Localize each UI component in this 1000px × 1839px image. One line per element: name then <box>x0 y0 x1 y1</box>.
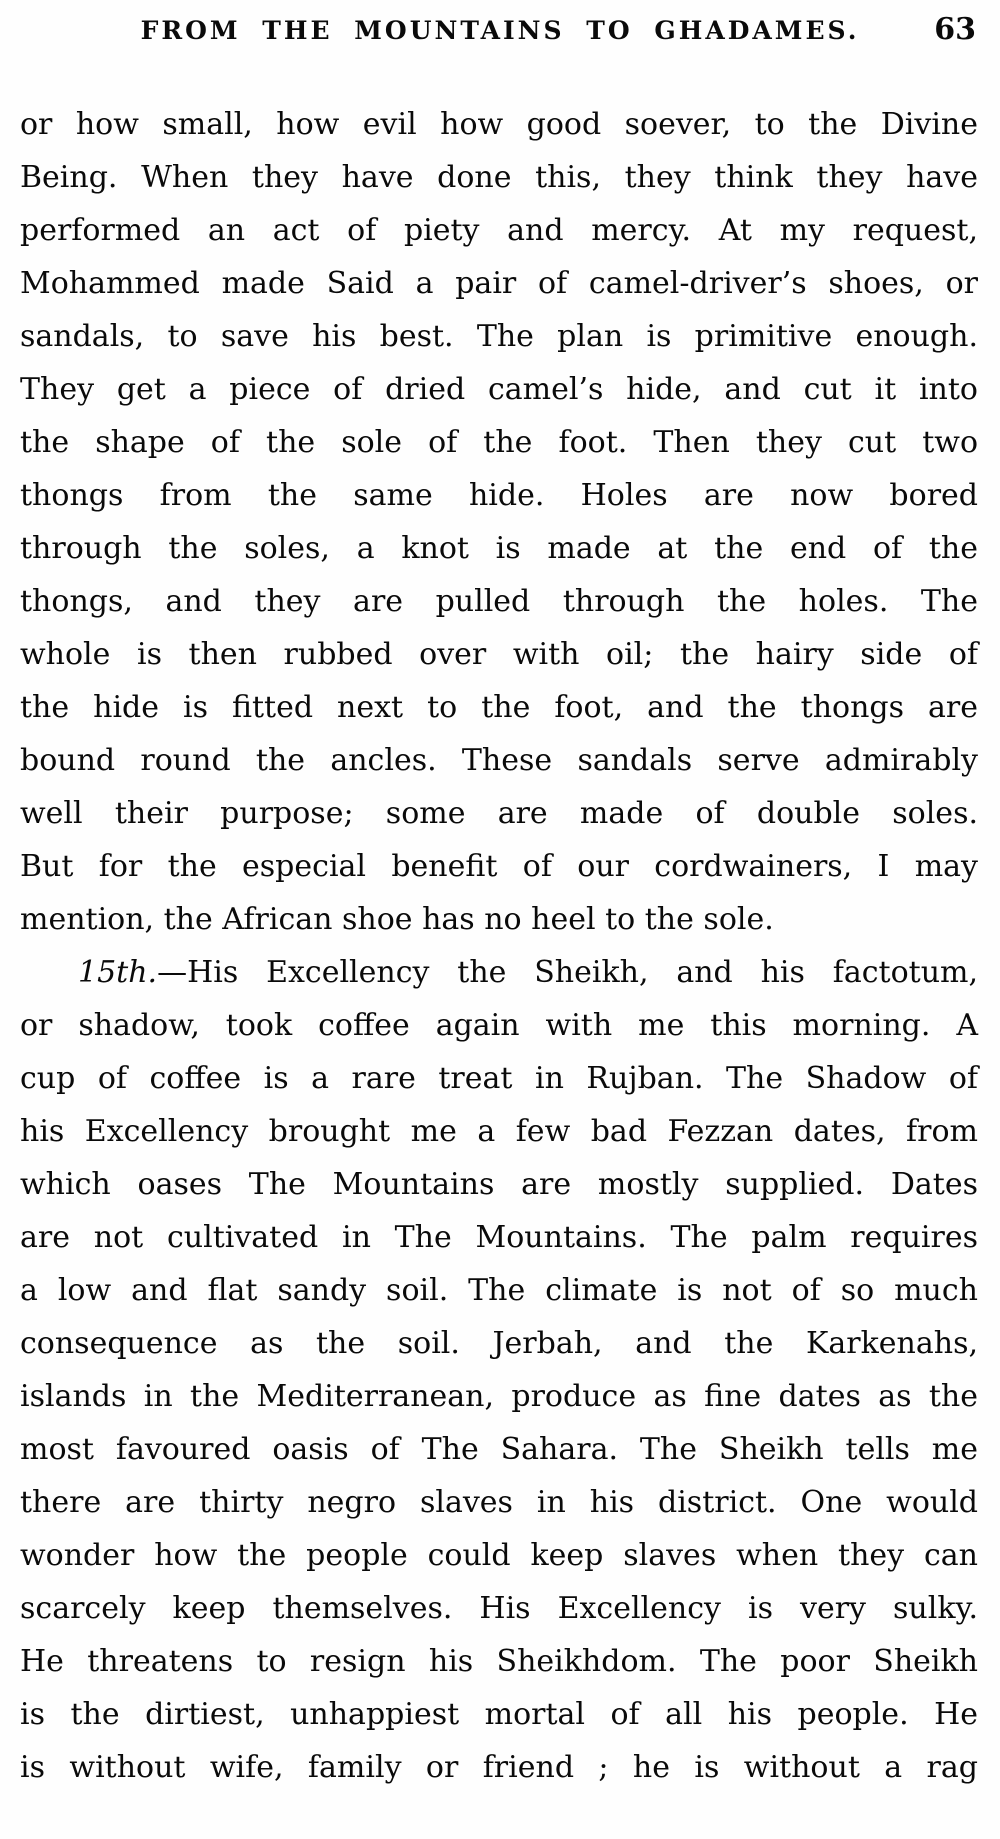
header-title: FROM THE MOUNTAINS TO GHADAMES. <box>140 16 860 45</box>
body-line-rest: —His Excellency the Sheikh, and his factotum, <box>157 955 978 990</box>
body-line-paragraph-start <box>20 946 978 999</box>
body-line: bound round the ancles. These sandals serve admirably <box>20 743 978 778</box>
body-line: which oases The Mountains are mostly supplied. Dates <box>20 1167 978 1202</box>
body-line: the shape of the sole of the foot. Then they cut two <box>20 425 978 460</box>
body-line: there are thirty negro slaves in his district. One would <box>20 1485 978 1520</box>
body-line: They get a piece of dried camel’s hide, and cut it into <box>20 372 978 407</box>
body-line: his Excellency brought me a few bad Fezzan dates, from <box>20 1114 978 1149</box>
body-text <box>0 98 1000 1794</box>
body-line: Being. When they have done this, they think they have <box>20 160 978 195</box>
body-line: are not cultivated in The Mountains. The palm requires <box>20 1220 978 1255</box>
running-header <box>0 0 1000 62</box>
body-line: the hide is fitted next to the foot, and the thongs are <box>20 690 978 725</box>
body-line: sandals, to save his best. The plan is primitive enough. <box>20 319 978 354</box>
body-line: most favoured oasis of The Sahara. The Sheikh tells me <box>20 1432 978 1467</box>
body-line: consequence as the soil. Jerbah, and the Karkenahs, <box>20 1326 978 1361</box>
body-line: performed an act of piety and mercy. At my request, <box>20 213 978 248</box>
body-line: Mohammed made Said a pair of camel-driver’s shoes, or <box>20 266 978 301</box>
body-line: or shadow, took coffee again with me this morning. A <box>20 1008 978 1043</box>
body-line: thongs from the same hide. Holes are now bored <box>20 478 978 513</box>
body-line: is the dirtiest, unhappiest mortal of all his people. He <box>20 1697 978 1732</box>
body-line: well their purpose; some are made of double soles. <box>20 796 978 831</box>
body-line: through the soles, a knot is made at the end of the <box>20 531 978 566</box>
body-line-paragraph-end: mention, the African shoe has no heel to the sole. <box>20 902 774 937</box>
body-line: is without wife, family or friend ; he is without a rag <box>20 1750 978 1785</box>
body-line: He threatens to resign his Sheikhdom. The poor Sheikh <box>20 1644 978 1679</box>
body-line: cup of coffee is a rare treat in Rujban. The Shadow of <box>20 1061 978 1096</box>
date-lead-italic: 15th. <box>78 955 158 990</box>
page-number: 63 <box>934 12 976 47</box>
body-line: islands in the Mediterranean, produce as fine dates as the <box>20 1379 978 1414</box>
body-line: But for the especial benefit of our cordwainers, I may <box>20 849 978 884</box>
body-line: a low and flat sandy soil. The climate is not of so much <box>20 1273 978 1308</box>
body-line: or how small, how evil how good soever, to the Divine <box>20 107 978 142</box>
body-line: scarcely keep themselves. His Excellency is very sulky. <box>20 1591 978 1626</box>
body-line: wonder how the people could keep slaves when they can <box>20 1538 978 1573</box>
body-line: whole is then rubbed over with oil; the hairy side of <box>20 637 978 672</box>
body-line: thongs, and they are pulled through the holes. The <box>20 584 978 619</box>
